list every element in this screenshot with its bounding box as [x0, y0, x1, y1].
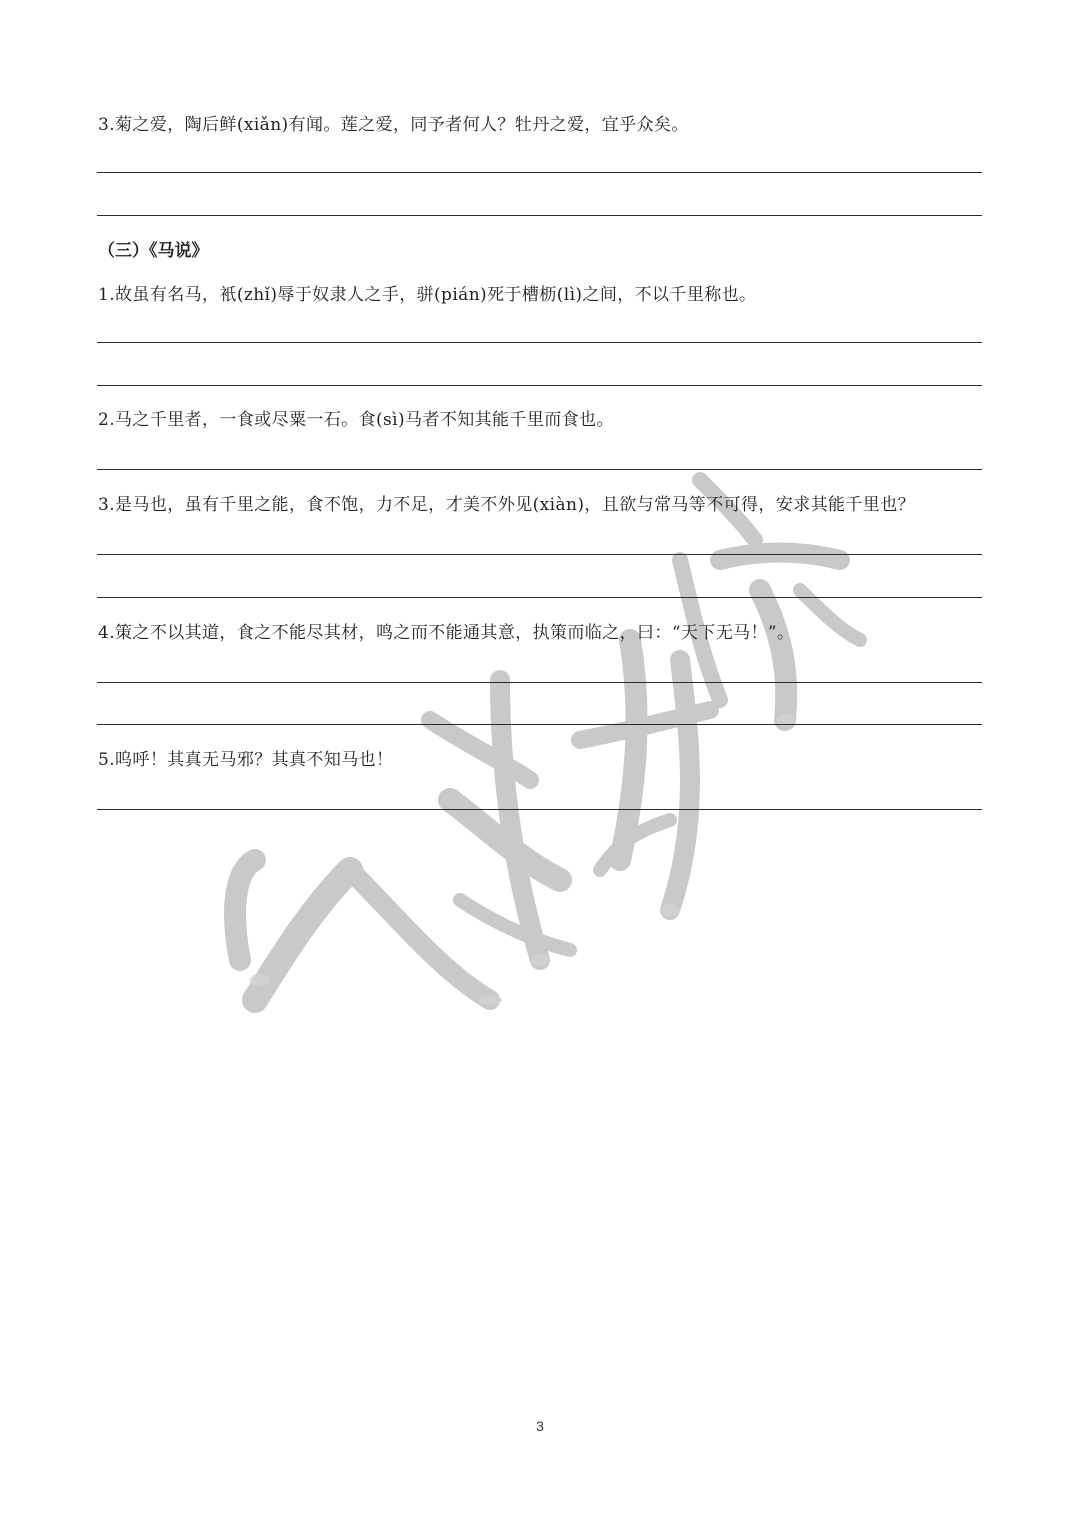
answer-line — [97, 597, 982, 598]
question-text: 4.策之不以其道，食之不能尽其材，鸣之而不能通其意，执策而临之，曰：“天下无马！”。 — [98, 623, 795, 643]
answer-line — [97, 809, 982, 810]
page-number: 3 — [536, 1418, 544, 1434]
question-text: 1.故虽有名马，衹(zhǐ)辱于奴隶人之手，骈(pián)死于槽枥(lì)之间，不以千里称也。 — [98, 285, 757, 305]
answer-line — [97, 554, 982, 555]
section-title: （三）《马说》 — [98, 241, 209, 261]
answer-line — [97, 215, 982, 216]
question-text: 5.呜呼！其真无马邪？其真不知马也！ — [98, 750, 394, 770]
question-text: 3.是马也，虽有千里之能，食不饱，力不足，才美不外见(xiàn)，且欲与常马等不可得，安求其能千里也？ — [98, 495, 915, 515]
answer-line — [97, 682, 982, 683]
answer-line — [97, 724, 982, 725]
question-text: 2.马之千里者，一食或尽粟一石。食(sì)马者不知其能千里而食也。 — [98, 410, 614, 430]
answer-line — [97, 342, 982, 343]
answer-line — [97, 469, 982, 470]
answer-line — [97, 172, 982, 173]
answer-line — [97, 385, 982, 386]
question-text: 3.菊之爱，陶后鲜(xiǎn)有闻。莲之爱，同予者何人？牡丹之爱，宜乎众矣。 — [98, 115, 689, 135]
